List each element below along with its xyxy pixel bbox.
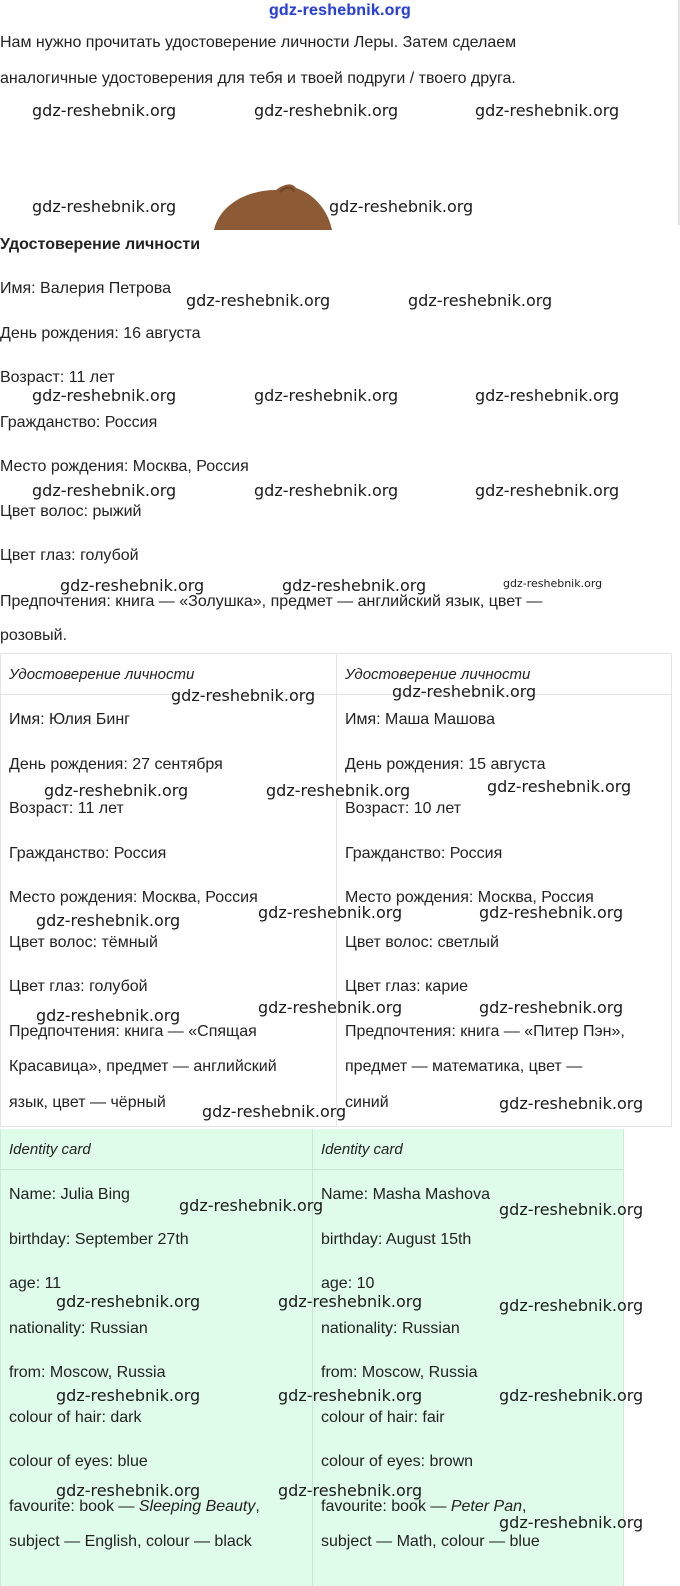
ru-right-eyes: Цвет глаз: карие [345,978,469,995]
lera-prefs-line-2: розовый. [0,627,68,644]
en-left-fav-prefix: favourite: book — [9,1498,139,1515]
watermark-text: gdz-reshebnik.org [475,386,620,405]
ru-right-prefs-2: предмет — математика, цвет — [345,1058,583,1075]
ru-right-title: Удостоверение личности [345,666,531,683]
ru-right-birthday: День рождения: 15 августа [345,756,546,773]
en-left-from: from: Moscow, Russia [9,1364,166,1381]
lera-citizenship: Гражданство: Россия [0,414,158,431]
en-left-age: age: 11 [9,1275,62,1292]
ru-left-age: Возраст: 11 лет [9,800,124,817]
en-right-nationality: nationality: Russian [321,1320,460,1337]
en-right-hair: colour of hair: fair [321,1409,445,1426]
ru-left-hair: Цвет волос: тёмный [9,934,158,951]
ru-table-divider [336,654,337,1126]
en-right-from: from: Moscow, Russia [321,1364,478,1381]
watermark-text: gdz-reshebnik.org [282,576,427,595]
ru-left-name: Имя: Юлия Бинг [9,711,130,728]
watermark-text: gdz-reshebnik.org [36,1006,181,1025]
watermark-text: gdz-reshebnik.org [44,781,189,800]
watermark-text: gdz-reshebnik.org [503,577,603,590]
en-left-fav-suffix: , [255,1498,260,1515]
en-right-subject-colour: subject — Math, colour — blue [321,1533,540,1550]
watermark-text: gdz-reshebnik.org [171,686,316,705]
watermark-text: gdz-reshebnik.org [487,777,632,796]
watermark-text: gdz-reshebnik.org [36,911,181,930]
watermark-text: gdz-reshebnik.org [254,481,399,500]
ru-left-title: Удостоверение личности [9,666,195,683]
en-right-age: age: 10 [321,1275,375,1292]
watermark-text: gdz-reshebnik.org [329,197,474,216]
watermark-text: gdz-reshebnik.org [479,998,624,1017]
top-watermark: gdz-reshebnik.org [268,2,412,19]
lera-birthday: День рождения: 16 августа [0,325,201,342]
ru-right-name: Имя: Маша Машова [345,711,495,728]
ru-left-prefs-3: язык, цвет — чёрный [9,1094,166,1111]
en-left-fav-book: Sleeping Beauty [138,1498,256,1515]
watermark-text: gdz-reshebnik.org [499,1094,644,1113]
en-right-fav-suffix: , [522,1498,527,1515]
ru-right-citizenship: Гражданство: Россия [345,845,503,862]
lera-card-title: Удостоверение личности [0,236,201,253]
watermark-text: gdz-reshebnik.org [392,682,537,701]
watermark-text: gdz-reshebnik.org [202,1102,347,1121]
watermark-text: gdz-reshebnik.org [56,1481,201,1500]
ru-left-prefs-1: Предпочтения: книга — «Спящая [9,1023,257,1040]
en-left-favourite [9,1498,260,1516]
en-right-name: Name: Masha Mashova [321,1186,490,1203]
lera-name: Имя: Валерия Петрова [0,280,172,297]
lera-age: Возраст: 11 лет [0,369,115,386]
ru-right-prefs-3: синий [345,1094,389,1111]
watermark-text: gdz-reshebnik.org [254,386,399,405]
watermark-text: gdz-reshebnik.org [278,1386,423,1405]
intro-line-1: Нам нужно прочитать удостоверение личности Леры. Затем сделаем [0,34,517,51]
en-left-nationality: nationality: Russian [9,1320,148,1337]
watermark-text: gdz-reshebnik.org [278,1292,423,1311]
watermark-text: gdz-reshebnik.org [186,291,331,310]
watermark-text: gdz-reshebnik.org [258,903,403,922]
watermark-text: gdz-reshebnik.org [60,576,205,595]
ru-right-prefs-1: Предпочтения: книга — «Питер Пэн», [345,1023,625,1040]
en-right-birthday: birthday: August 15th [321,1231,472,1248]
watermark-text: gdz-reshebnik.org [254,101,399,120]
girl-hair-illustration [214,182,332,230]
en-right-favourite [321,1498,526,1516]
watermark-text: gdz-reshebnik.org [32,386,177,405]
watermark-text: gdz-reshebnik.org [499,1386,644,1405]
watermark-text: gdz-reshebnik.org [179,1196,324,1215]
watermark-text: gdz-reshebnik.org [479,903,624,922]
watermark-text: gdz-reshebnik.org [475,481,620,500]
ru-table-header-rule [1,694,671,695]
lera-eyes: Цвет глаз: голубой [0,547,139,564]
ru-left-citizenship: Гражданство: Россия [9,845,167,862]
watermark-text: gdz-reshebnik.org [32,481,177,500]
watermark-text: gdz-reshebnik.org [499,1296,644,1315]
ru-id-table [0,653,672,1127]
watermark-text: gdz-reshebnik.org [475,101,620,120]
en-left-birthday: birthday: September 27th [9,1231,189,1248]
ru-left-birthday: День рождения: 27 сентября [9,756,223,773]
en-left-hair: colour of hair: dark [9,1409,142,1426]
ru-right-age: Возраст: 10 лет [345,800,462,817]
watermark-text: gdz-reshebnik.org [499,1513,644,1532]
en-left-subject-colour: subject — English, colour — black [9,1533,252,1550]
watermark-text: gdz-reshebnik.org [32,197,177,216]
lera-prefs-line-1: Предпочтения: книга — «Золушка», предмет — английский язык, цвет — [0,593,543,610]
en-left-title: Identity card [9,1141,91,1158]
en-left-eyes: colour of eyes: blue [9,1453,148,1470]
ru-right-birthplace: Место рождения: Москва, Россия [345,889,594,906]
ru-left-eyes: Цвет глаз: голубой [9,978,148,995]
en-right-fav-prefix: favourite: book — [321,1498,451,1515]
lera-birthplace: Место рождения: Москва, Россия [0,458,249,475]
en-right-eyes: colour of eyes: brown [321,1453,474,1470]
watermark-text: gdz-reshebnik.org [56,1292,201,1311]
lera-hair: Цвет волос: рыжий [0,503,142,520]
ru-left-birthplace: Место рождения: Москва, Россия [9,889,258,906]
en-table-header-rule [1,1169,623,1170]
en-right-title: Identity card [321,1141,403,1158]
watermark-text: gdz-reshebnik.org [258,998,403,1017]
watermark-text: gdz-reshebnik.org [32,101,177,120]
intro-line-2: аналогичные удостоверения для тебя и твоей подруги / твоего друга. [0,70,516,87]
en-right-fav-book: Peter Pan [450,1498,522,1515]
watermark-text: gdz-reshebnik.org [266,781,411,800]
watermark-text: gdz-reshebnik.org [56,1386,201,1405]
ru-right-hair: Цвет волос: светлый [345,934,499,951]
watermark-text: gdz-reshebnik.org [499,1200,644,1219]
watermark-text: gdz-reshebnik.org [408,291,553,310]
ru-left-prefs-2: Красавица», предмет — английский [9,1058,277,1075]
en-left-name: Name: Julia Bing [9,1186,130,1203]
watermark-text: gdz-reshebnik.org [278,1481,423,1500]
